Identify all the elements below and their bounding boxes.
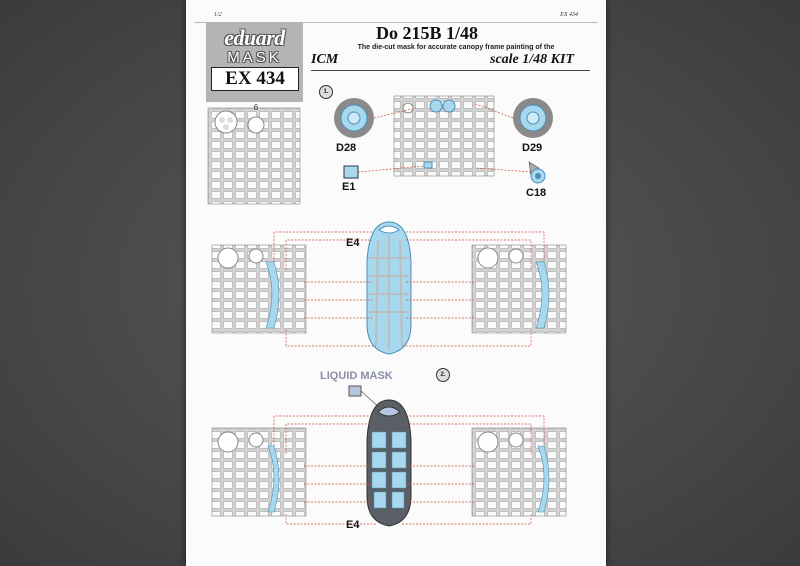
- mask-word: MASK: [227, 49, 282, 66]
- part-label-d29: D29: [522, 142, 543, 154]
- instruction-sheet: [186, 0, 606, 566]
- brand-name: eduard: [224, 25, 285, 50]
- mask-sheet-mid-left: [212, 245, 306, 333]
- liquid-mask-swatch: [349, 386, 361, 396]
- part-label-c18: C18: [526, 187, 547, 199]
- kit-scale: scale 1/48 KIT: [490, 52, 574, 67]
- mask-sheet-low-left: [212, 428, 306, 516]
- mask-sheet-low-right: [472, 428, 566, 516]
- mask-sheet-top-center: [394, 96, 494, 176]
- kit-maker: ICM: [311, 52, 339, 67]
- page-subtitle: The die-cut mask for accurate canopy frame painting of the: [357, 44, 555, 51]
- svg-text:6: 6: [253, 103, 259, 112]
- part-label-d28: D28: [336, 142, 357, 154]
- step-1-marker: 1.: [319, 85, 333, 99]
- part-label-e4-top: E4: [346, 237, 360, 249]
- step-2-marker: 2.: [436, 368, 450, 382]
- liquid-mask-label: LIQUID MASK: [320, 370, 393, 382]
- mask-sheet-mid-right: [472, 245, 566, 333]
- part-label-e4-bottom: E4: [346, 519, 360, 531]
- mask-sheet-top-left: [208, 103, 300, 204]
- page-code: EX 434: [560, 12, 578, 18]
- instruction-artwork: [186, 0, 606, 566]
- canopy-e4-top: [367, 222, 411, 354]
- page-title: Do 215B 1/48: [376, 23, 479, 43]
- page-number: 1/2: [214, 12, 222, 18]
- canopy-e4-bottom: [367, 400, 411, 526]
- product-code: EX 434: [211, 67, 299, 91]
- part-label-e1: E1: [342, 181, 356, 193]
